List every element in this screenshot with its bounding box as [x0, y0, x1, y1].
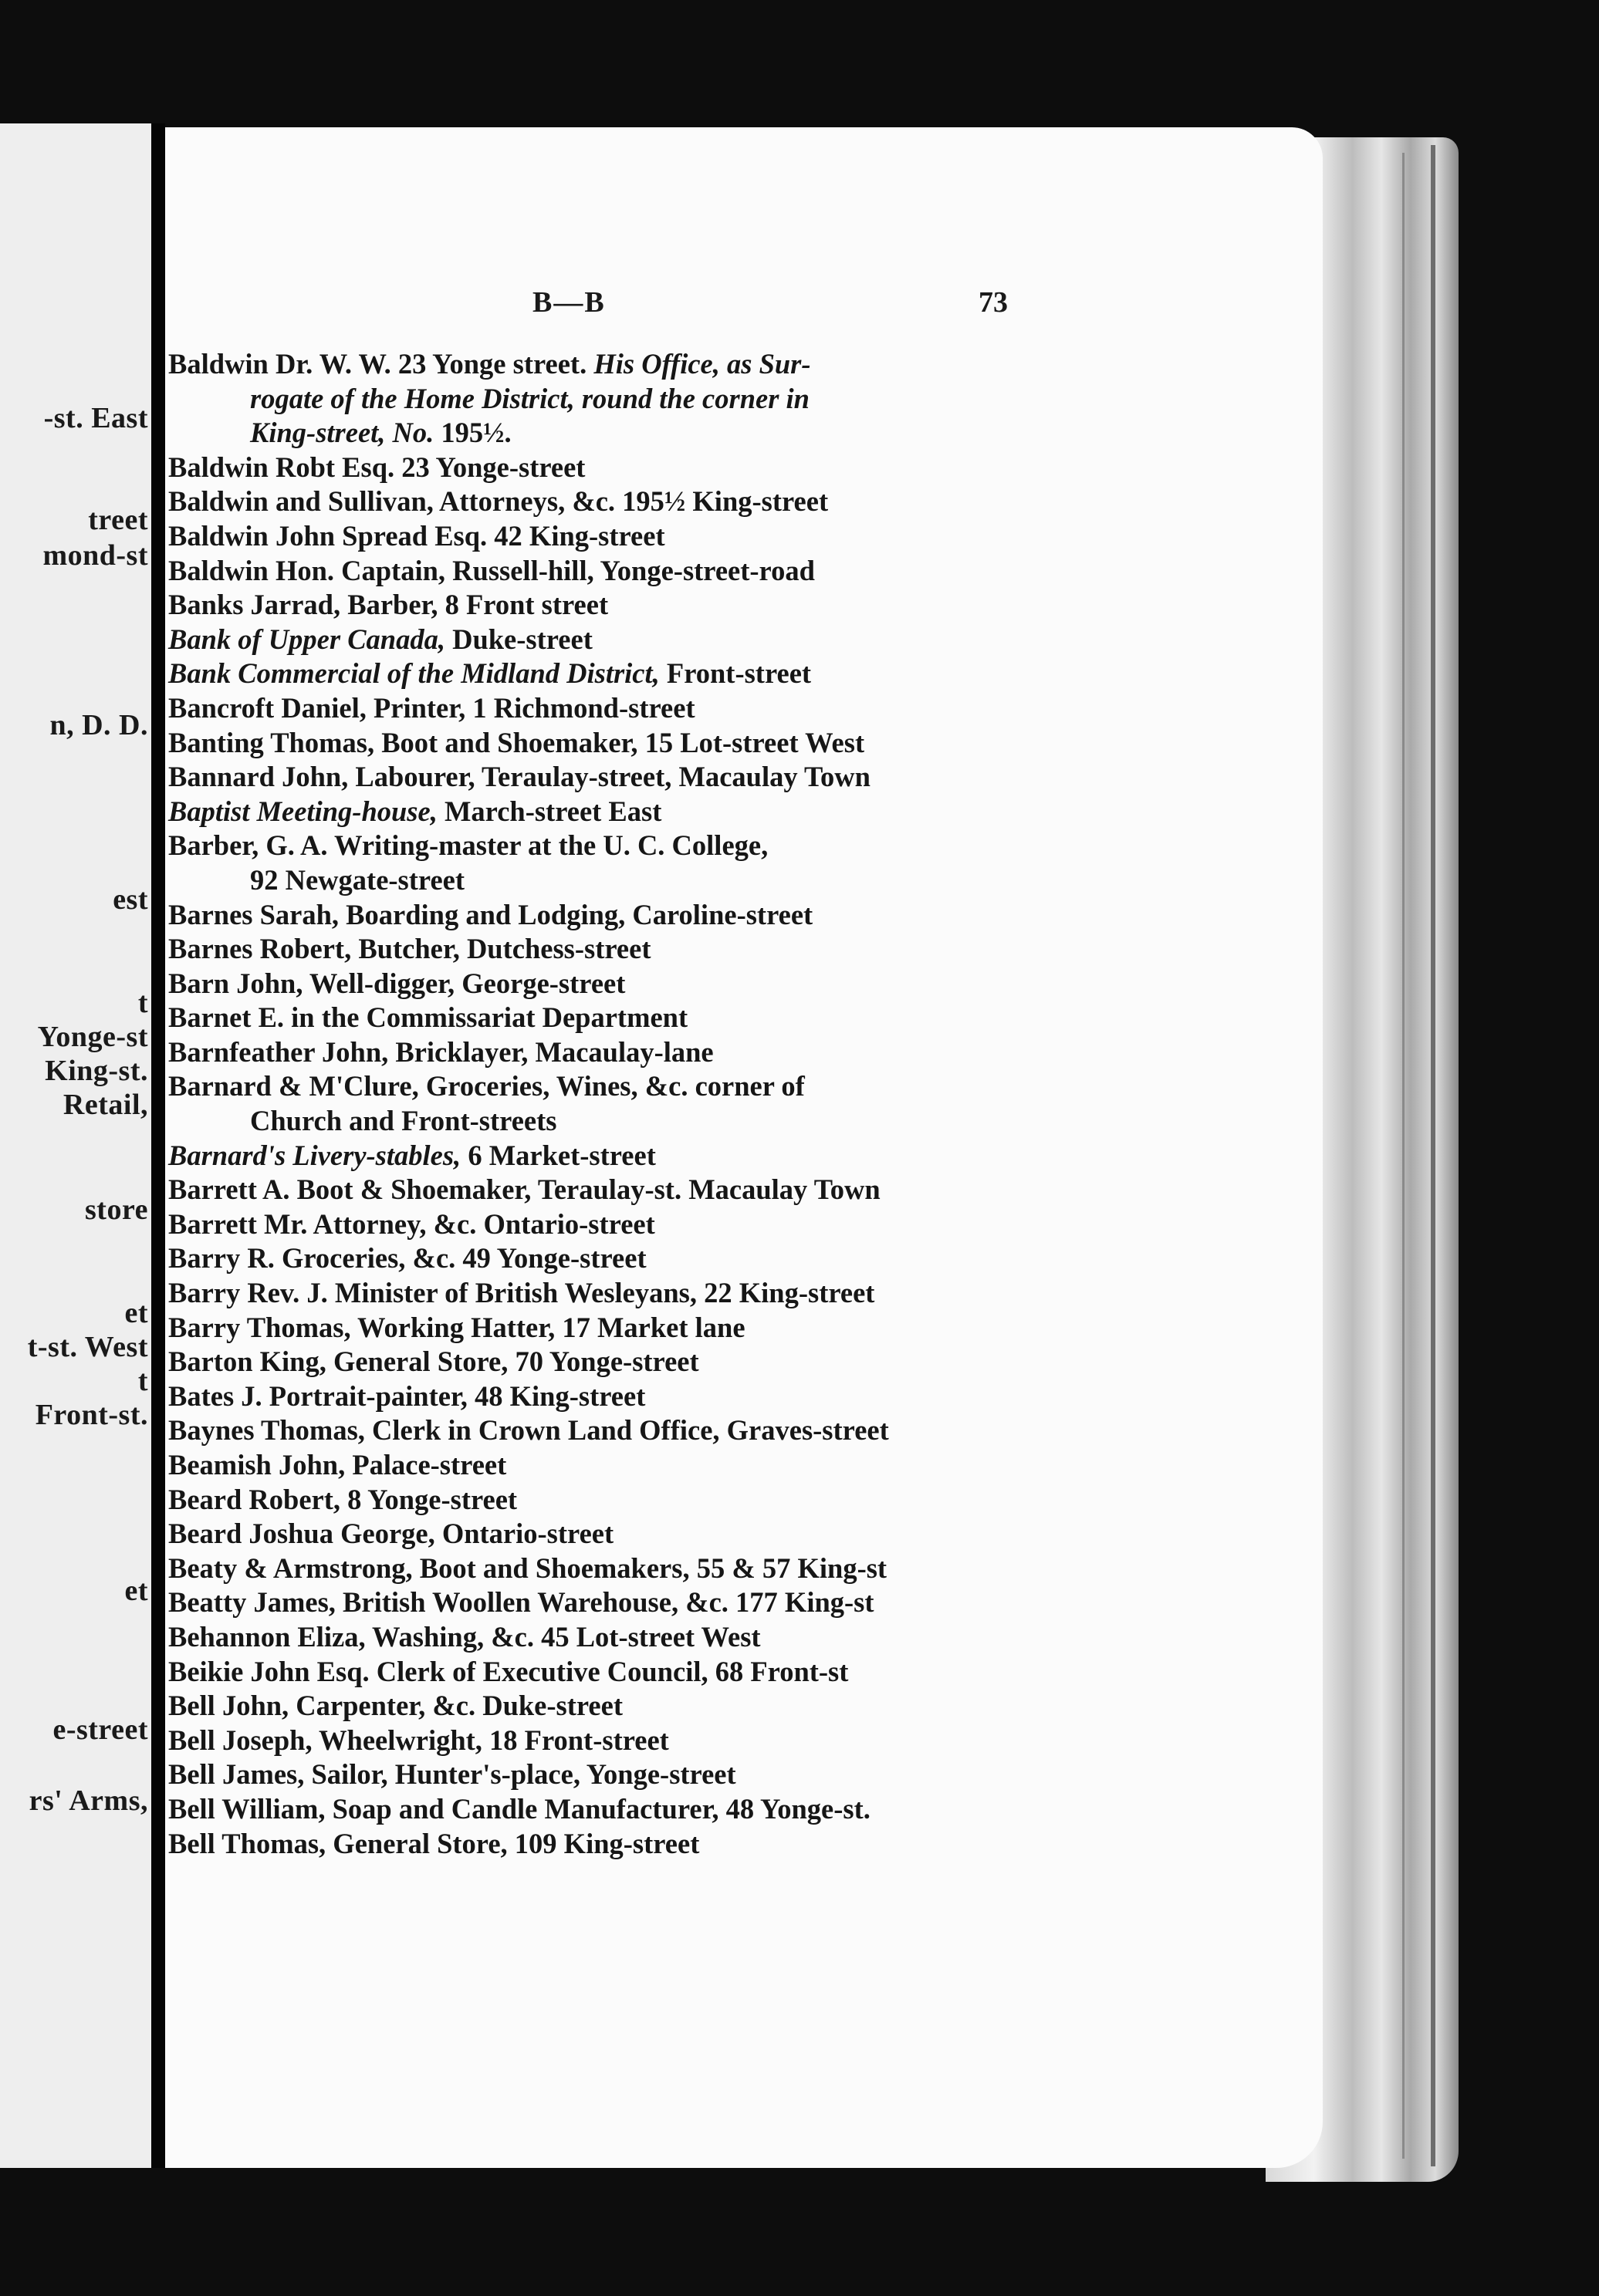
directory-entries: [168, 347, 1033, 1861]
entry-italic-text: His Office, as Sur-: [593, 348, 811, 380]
directory-entry: [168, 1379, 1033, 1414]
directory-entry: [168, 1483, 1033, 1518]
directory-entry: [168, 795, 1033, 829]
entry-text: Baldwin John Spread Esq. 42 King-street: [168, 519, 665, 552]
entry-text: Beikie John Esq. Clerk of Executive Council, 68 Front-st: [168, 1655, 849, 1687]
entry-text: Barnes Sarah, Boarding and Lodging, Caroline-street: [168, 898, 813, 930]
entry-continuation: [168, 382, 1033, 417]
directory-entry: [168, 760, 1033, 795]
entry-text: Bell James, Sailor, Hunter's-place, Yonge-street: [168, 1758, 736, 1791]
entry-italic-text: Bank of Upper Canada,: [168, 623, 445, 655]
entry-text: Barry Thomas, Working Hatter, 17 Market lane: [168, 1311, 745, 1343]
entry-text: Baldwin and Sullivan, Attorneys, &c. 195½ King-street: [168, 485, 829, 518]
entry-text: Barber, G. A. Writing-master at the U. C. College,: [168, 829, 769, 862]
left-page-fragment: treet: [88, 504, 148, 536]
directory-entry: [168, 1655, 1033, 1690]
directory-entry: [168, 1345, 1033, 1379]
left-page-fragment: et: [124, 1297, 148, 1329]
book-gutter: [151, 123, 165, 2168]
directory-entry: [168, 1448, 1033, 1483]
entry-italic-text: King-street, No.: [250, 417, 434, 449]
entry-italic-text: Bank Commercial of the Midland District,: [168, 657, 660, 690]
left-page-fragment: n, D. D.: [49, 709, 148, 741]
directory-entry: [168, 898, 1033, 933]
directory-entry: [168, 1035, 1033, 1070]
left-page-fragment: et: [124, 1575, 148, 1607]
left-page-fragment: e-street: [52, 1714, 148, 1746]
entry-text: March-street East: [437, 795, 662, 827]
entry-text: Church and Front-streets: [250, 1105, 557, 1137]
entry-text: Barn John, Well-digger, George-street: [168, 967, 626, 999]
entry-text: Baynes Thomas, Clerk in Crown Land Office, Graves-street: [168, 1414, 889, 1447]
entry-text: Front-street: [659, 657, 812, 690]
left-page-fragment: Front-st.: [35, 1399, 148, 1431]
left-page-fragment: mond-st: [42, 539, 148, 572]
entry-text: Bell John, Carpenter, &c. Duke-street: [168, 1690, 623, 1722]
running-header: B—B: [532, 286, 606, 319]
directory-entry: [168, 623, 1033, 657]
entry-text: 195½.: [434, 417, 512, 449]
directory-entry: [168, 1757, 1033, 1792]
directory-entry: [168, 1139, 1033, 1173]
left-page-fragment: King-st.: [45, 1055, 148, 1087]
directory-entry: [168, 1207, 1033, 1242]
entry-text: Bell William, Soap and Candle Manufacturer, 48 Yonge-st.: [168, 1792, 870, 1825]
entry-text: Bannard John, Labourer, Teraulay-street, Macaulay Town: [168, 761, 870, 793]
directory-entry: [168, 347, 1033, 382]
entry-text: Barrett Mr. Attorney, &c. Ontario-street: [168, 1207, 655, 1240]
directory-entry: [168, 1517, 1033, 1551]
left-page-fragment: Yonge-st: [37, 1021, 148, 1053]
entry-text: Bancroft Daniel, Printer, 1 Richmond-street: [168, 691, 695, 724]
directory-entry: [168, 1724, 1033, 1758]
directory-entry: [168, 1311, 1033, 1346]
left-page: [0, 123, 154, 2168]
left-page-fragment: -st. East: [43, 402, 148, 434]
entry-text: Bell Thomas, General Store, 109 King-street: [168, 1827, 700, 1859]
directory-entry: [168, 1241, 1033, 1276]
left-page-fragment: t-st. West: [27, 1331, 148, 1363]
entry-text: Beard Joshua George, Ontario-street: [168, 1518, 614, 1550]
entry-continuation: [168, 416, 1033, 451]
directory-entry: [168, 1001, 1033, 1035]
directory-entry: [168, 1413, 1033, 1448]
entry-italic-text: Barnard's Livery-stables,: [168, 1139, 461, 1171]
directory-entry: [168, 519, 1033, 554]
entry-text: 6 Market-street: [461, 1139, 656, 1171]
entry-text: Beard Robert, 8 Yonge-street: [168, 1483, 518, 1515]
directory-entry: [168, 1827, 1033, 1862]
directory-entry: [168, 657, 1033, 691]
directory-entry: [168, 1276, 1033, 1311]
entry-text: Barnes Robert, Butcher, Dutchess-street: [168, 933, 651, 965]
entry-text: Beatty James, British Woollen Warehouse, &c. 177 King-st: [168, 1586, 874, 1619]
page-number: 73: [979, 286, 1008, 319]
directory-entry: [168, 1689, 1033, 1724]
entry-text: Baldwin Dr. W. W. 23 Yonge street.: [168, 348, 594, 380]
directory-entry: [168, 451, 1033, 485]
entry-text: Baldwin Hon. Captain, Russell-hill, Yonge-street-road: [168, 554, 815, 586]
directory-entry: [168, 588, 1033, 623]
entry-text: Barton King, General Store, 70 Yonge-street: [168, 1346, 699, 1378]
entry-text: Beamish John, Palace-street: [168, 1449, 507, 1481]
entry-text: Duke-street: [445, 623, 593, 655]
entry-text: Baldwin Robt Esq. 23 Yonge-street: [168, 451, 586, 483]
left-page-fragment: store: [85, 1194, 148, 1226]
entry-continuation: [168, 863, 1033, 898]
entry-text: Barnard & M'Clure, Groceries, Wines, &c. corner of: [168, 1070, 805, 1102]
entry-text: Bell Joseph, Wheelwright, 18 Front-street: [168, 1724, 669, 1756]
directory-entry: [168, 829, 1033, 863]
left-page-fragment: Retail,: [63, 1089, 148, 1121]
left-page-fragment: rs' Arms,: [29, 1784, 148, 1817]
entry-text: Bates J. Portrait-painter, 48 King-street: [168, 1379, 646, 1412]
directory-entry: [168, 932, 1033, 967]
left-page-fragment: t: [137, 1365, 148, 1397]
entry-italic-text: Baptist Meeting-house,: [168, 795, 438, 827]
directory-entry: [168, 691, 1033, 726]
entry-text: 92 Newgate-street: [250, 863, 465, 896]
entry-text: Barry R. Groceries, &c. 49 Yonge-street: [168, 1242, 647, 1275]
entry-text: Beaty & Armstrong, Boot and Shoemakers, 55 & 57 King-st: [168, 1551, 887, 1584]
entry-text: Barnfeather John, Bricklayer, Macaulay-lane: [168, 1035, 714, 1068]
left-page-fragment: est: [113, 883, 148, 916]
entry-text: Behannon Eliza, Washing, &c. 45 Lot-street West: [168, 1620, 761, 1653]
directory-entry: [168, 485, 1033, 519]
entry-italic-text: rogate of the Home District, round the corner in: [250, 382, 810, 414]
entry-text: Barnet E. in the Commissariat Department: [168, 1001, 688, 1034]
left-page-fragment: t: [137, 987, 148, 1019]
entry-continuation: [168, 1104, 1033, 1139]
directory-entry: [168, 1069, 1033, 1104]
entry-text: Barrett A. Boot & Shoemaker, Teraulay-st. Macaulay Town: [168, 1173, 881, 1206]
directory-entry: [168, 1585, 1033, 1620]
directory-entry: [168, 1792, 1033, 1827]
directory-entry: [168, 1551, 1033, 1586]
directory-entry: [168, 967, 1033, 1001]
entry-text: Barry Rev. J. Minister of British Wesleyans, 22 King-street: [168, 1277, 875, 1309]
directory-entry: [168, 1620, 1033, 1655]
directory-entry: [168, 1173, 1033, 1207]
directory-entry: [168, 554, 1033, 589]
entry-text: Banting Thomas, Boot and Shoemaker, 15 Lot-street West: [168, 726, 865, 758]
directory-entry: [168, 726, 1033, 761]
entry-text: Banks Jarrad, Barber, 8 Front street: [168, 589, 609, 621]
